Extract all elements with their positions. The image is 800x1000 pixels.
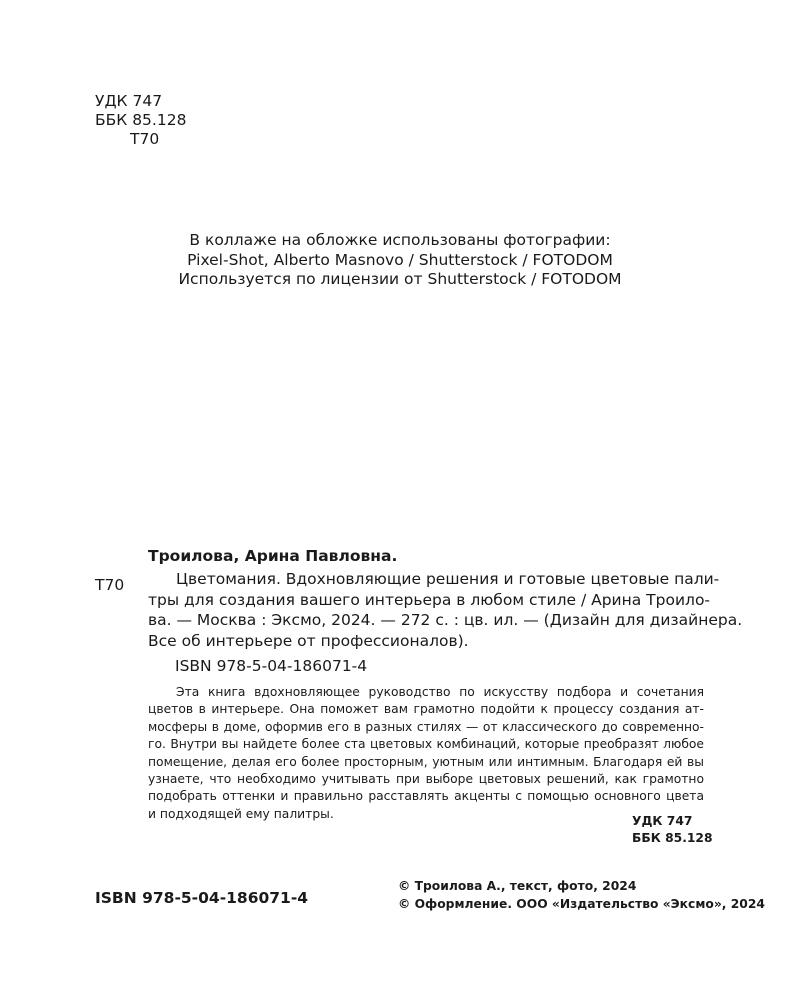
annotation-line: мосферы в доме, оформив его в разных стилях — от классического до современно- [148, 719, 704, 734]
bbk-code-top: ББК 85.128 [95, 111, 187, 129]
cover-credits-line-3: Используется по лицензии от Shutterstock / FOTODOM [178, 270, 622, 288]
bib-line: ва. — Москва : Эксмо, 2024. — 272 с. : цв. ил. — (Дизайн для дизайнера. [148, 611, 743, 630]
classification-bottom [632, 813, 713, 847]
bibliographic-description [148, 569, 743, 651]
copyright-block [398, 878, 765, 914]
cover-credits-line-1: В коллаже на обложке использованы фотографии: [189, 231, 611, 249]
author-name: Троилова, Арина Павловна. [148, 547, 398, 565]
copyright-text: © Троилова А., текст, фото, 2024 [398, 879, 637, 893]
cover-credits [0, 231, 800, 290]
copyright-design: © Оформление. ООО «Издательство «Эксмо», 2024 [398, 896, 765, 911]
annotation-line: и подходящей ему палитры. [148, 806, 334, 821]
cover-credits-line-2: Pixel-Shot, Alberto Masnovo / Shutterstock / FOTODOM [187, 250, 613, 269]
author-sign-top: Т70 [130, 130, 160, 148]
udk-code-bottom: УДК 747 [632, 814, 693, 828]
bib-line: тры для создания вашего интерьера в любом стиле / Арина Троило- [148, 590, 711, 609]
annotation-line: помещение, делая его более просторным, уютным или интимным. Благодаря ей вы [148, 754, 704, 769]
annotation-line: узнаете, что необходимо учитывать при выборе цветовых решений, как грамотно [148, 772, 704, 787]
isbn-record: ISBN 978-5-04-186071-4 [175, 657, 368, 675]
annotation-line: Эта книга вдохновляющее руководство по искусству подбора и сочетания [176, 685, 704, 699]
bbk-code-bottom: ББК 85.128 [632, 831, 713, 845]
annotation [148, 684, 704, 823]
bib-line: Все об интерьере от профессионалов). [148, 631, 469, 650]
annotation-line: подобрать оттенки и правильно расставлять акценты с помощью основного цвета [148, 789, 704, 804]
isbn-footer: ISBN 978-5-04-186071-4 [95, 889, 309, 907]
annotation-line: го. Внутри вы найдете более ста цветовых комбинаций, которые преобразят любое [148, 737, 704, 752]
author-sign-left: Т70 [95, 576, 125, 594]
annotation-line: цветов в интерьере. Она поможет вам грамотно подойти к процессу создания ат- [148, 702, 704, 717]
udk-code-top: УДК 747 [95, 92, 163, 110]
bib-line: Цветомания. Вдохновляющие решения и готовые цветовые пали- [176, 570, 720, 588]
